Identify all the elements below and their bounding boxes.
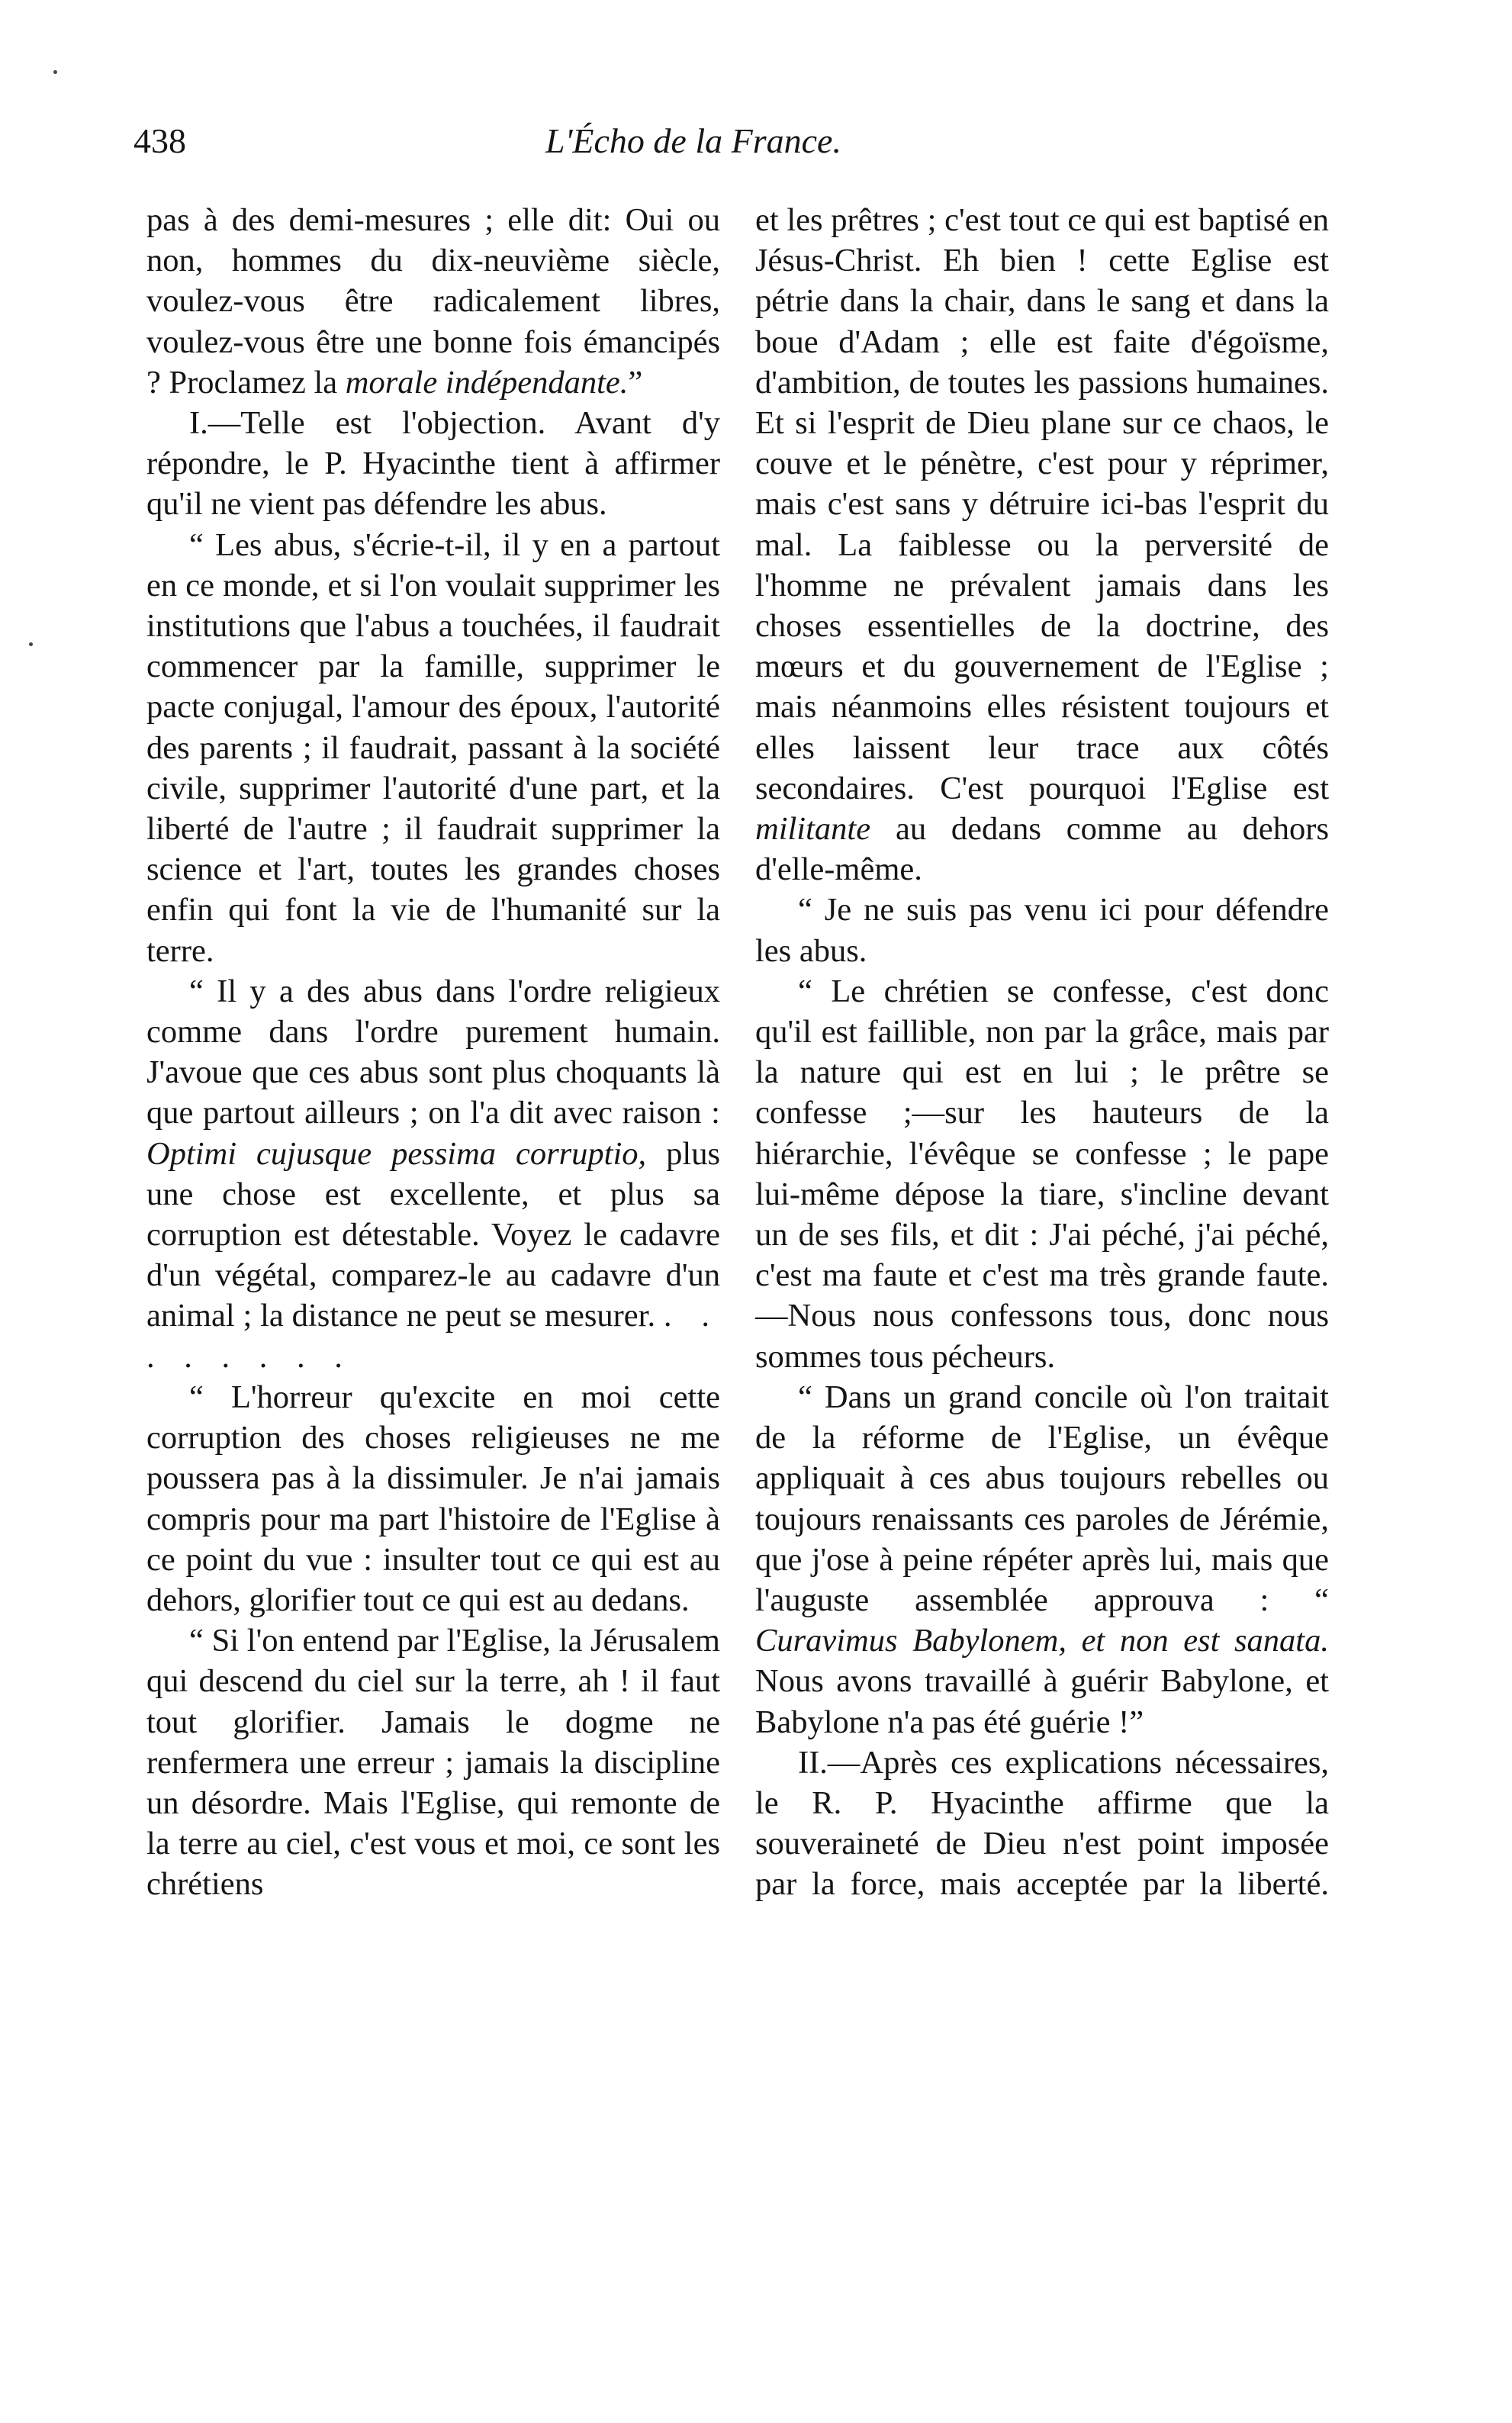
paragraph <box>755 200 1329 890</box>
paragraph: “ Les abus, s'écrie-t-il, il y en a partout en ce monde, et si l'on voulait supprimer les institutions que l'abus a touchées, il faudrait commencer par la famille, supprimer le pacte conjugal, l'amour des époux, l'autorité des parents ; il faudrait, passant à la société civile, supprimer l'autorité d'une part, et la liberté de l'autre ; il faudrait supprimer la science et l'art, toutes les grandes choses enfin qui font la vie de l'humanité sur la terre. <box>146 526 720 969</box>
paragraph-text: “ Dans un grand concile où l'on traitait de la réforme de l'Eglise, un évêque appliquait à ces abus toujours rebelles ou toujours renaissants ces paroles de Jérémie, que j'ose à peine répéter après lui, mais que l'auguste assemblée approuva : “ <box>755 1379 1329 1618</box>
italic-phrase: Curavimus Babylonem, et non est sanata. <box>755 1623 1329 1659</box>
ellipsis-dots: . . . . . . . . <box>146 1298 721 1375</box>
closing-quote: ” <box>628 364 643 401</box>
running-title: L'Écho de la France. <box>545 121 841 160</box>
paragraph-text: au dedans comme au dehors d'elle-même. <box>755 811 1329 888</box>
page-header <box>134 121 1324 174</box>
paragraph: II.—Après ces explications nécessaires, le R. P. Hyacinthe affirme que la souveraineté de Dieu n'est point imposée par la force, mais acceptée par la liberté. <box>755 1744 1329 1903</box>
paragraph-text: et les prêtres ; c'est tout ce qui est baptisé en Jésus-Christ. Eh bien ! cette Eglise est pétrie dans la chair, dans le sang et dans la boue d'Adam ; elle est faite d'égoïsme, d'ambition, de toutes les passions humaines. Et si l'esprit de Dieu plane sur ce chaos, le couve et le pénètre, c'est pour y réprimer, mais c'est sans y détruire ici-bas l'esprit du mal. La faiblesse ou la perversité de l'homme ne prévalent jamais dans les choses essentielles de la doctrine, des mœurs et du gouvernement de l'Eglise ; mais néanmoins elles résistent toujours et elles laissent leur trace aux côtés secondaires. C'est pourquoi l'Eglise est <box>755 202 1329 806</box>
paragraph <box>755 1377 1329 1742</box>
left-column <box>146 200 720 1905</box>
paragraph: “ Si l'on entend par l'Eglise, la Jérusalem qui descend du ciel sur la terre, ah ! il faut tout glorifier. Jamais le dogme ne renfermera une erreur ; jamais la discipline un désordre. Mais l'Eglise, qui remonte de la terre au ciel, c'est vous et moi, ce sont les chrétiens <box>146 1623 720 1903</box>
italic-phrase: Optimi cujusque pessima corruptio, <box>146 1135 647 1172</box>
paragraph-text: plus une chose est excellente, et plus sa corruption est détestable. Voyez le cadavre d'un végétal, comparez-le au cadavre d'un animal ; la distance ne peut se mesurer. <box>146 1135 720 1334</box>
right-column <box>755 200 1329 1905</box>
italic-phrase: militante <box>755 811 871 848</box>
paragraph-text: “ Il y a des abus dans l'ordre religieux comme dans l'ordre purement humain. J'avoue que ces abus sont plus choquants là que partout ailleurs ; on l'a dit avec raison : <box>146 973 720 1131</box>
paragraph <box>146 200 720 403</box>
page-number: 438 <box>134 121 186 160</box>
print-speck <box>29 642 33 646</box>
italic-phrase: morale indépendante. <box>345 364 629 401</box>
paragraph-text: Nous avons travaillé à guérir Babylone, et Babylone n'a pas été guérie !” <box>755 1663 1329 1740</box>
paragraph: “ Le chrétien se confesse, c'est donc qu'il est faillible, non par la grâce, mais par la nature qui est en lui ; le prêtre se confesse ;—sur les hauteurs de la hiérarchie, l'évêque se confesse ; le pape lui-même dépose la tiare, s'incline devant un de ses fils, et dit : J'ai péché, j'ai péché, c'est ma faute et c'est ma très grande faute.—Nous nous confessons tous, donc nous sommes tous pécheurs. <box>755 973 1329 1375</box>
paragraph <box>146 971 720 1377</box>
paragraph-text: pas à des demi-mesures ; elle dit: Oui ou non, hommes du dix-neuvième siècle, voulez-vous être radicalement libres, voulez-vous être une bonne fois émancipés ? Proclamez la <box>146 202 720 401</box>
paragraph: “ Je ne suis pas venu ici pour défendre les abus. <box>755 892 1329 969</box>
paragraph: “ L'horreur qu'excite en moi cette corruption des choses religieuses ne me poussera pas à la dissimuler. Je n'ai jamais compris pour ma part l'histoire de l'Eglise à ce point du vue : insulter tout ce qui est au dehors, glorifier tout ce qui est au dedans. <box>146 1379 720 1618</box>
print-speck <box>53 70 57 74</box>
paragraph: I.—Telle est l'objection. Avant d'y répondre, le P. Hyacinthe tient à affirmer qu'il ne vient pas défendre les abus. <box>146 405 720 523</box>
